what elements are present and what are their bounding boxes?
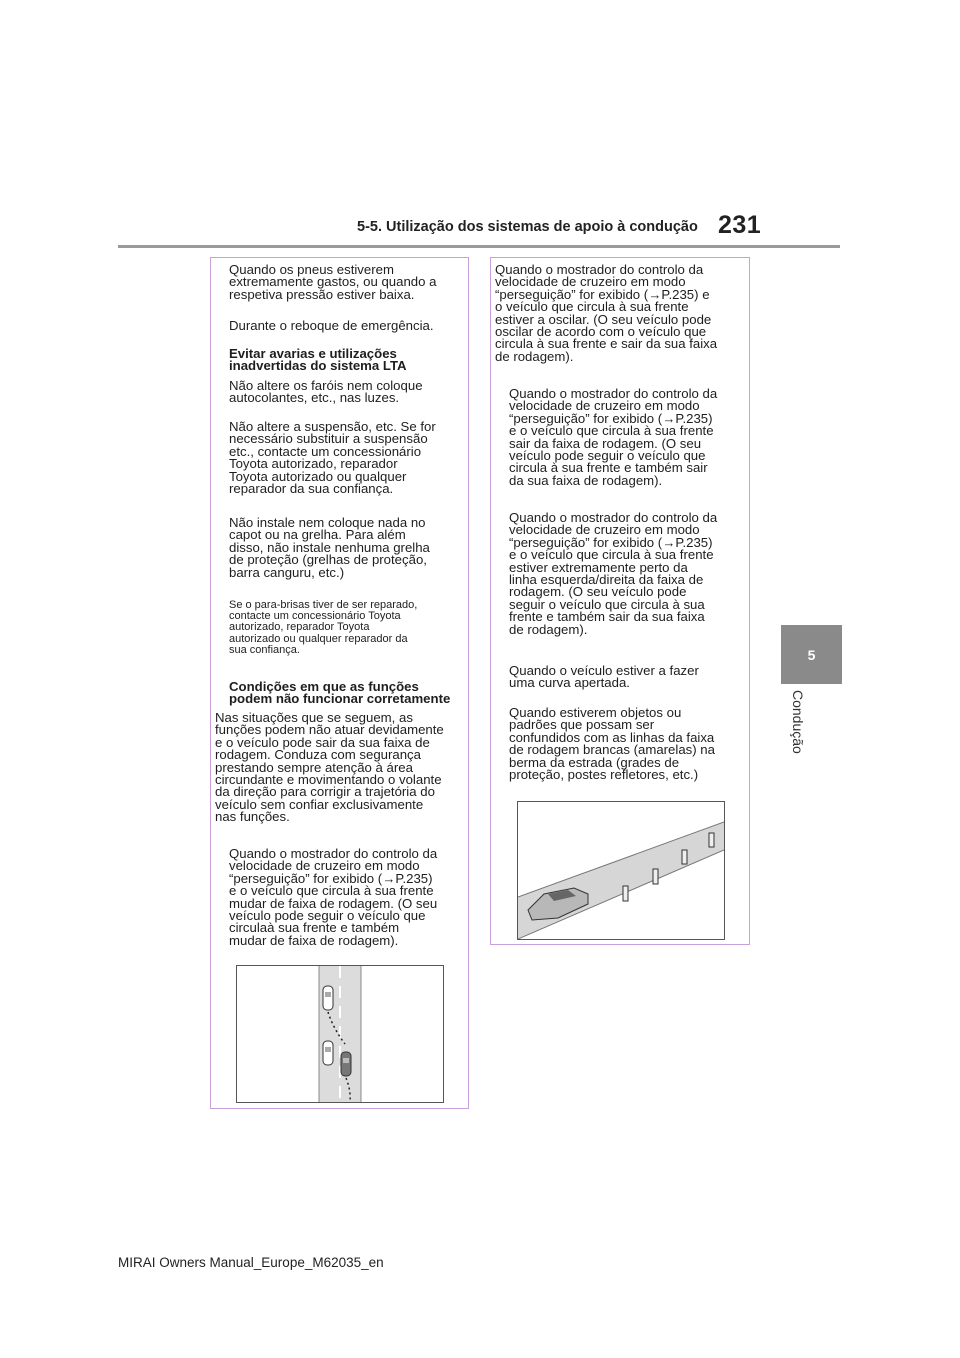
right-paragraph-3: Quando o mostrador do controlo da velocidade de cruzeiro em modo “perseguição” for exibido (→P.235) e o veículo que circula à sua frente estiver extremamente perto da linha esquerda/direita da faixa de rodagem. (O seu veículo pode seguir o veículo que circula à sua frente e também sair da sua faixa de rodagem). [509,510,718,637]
left-heading-lta: Evitar avarias e utilizações inadvertidas do sistema LTA [229,346,407,374]
left-paragraph-6: Se o para-brisas tiver de ser reparado, contacte um concessionário Toyota autorizado, reparador Toyota autorizado ou qualquer reparador da sua confiança. [229,599,418,656]
left-heading-conditions: Condições em que as funções podem não funcionar corretamente [229,679,451,707]
left-paragraph-3: Não altere os faróis nem coloque autocolantes, etc., nas luzes. [229,378,423,406]
section-title: 5-5. Utilização dos sistemas de apoio à condução [357,219,698,235]
right-paragraph-2: Quando o mostrador do controlo da velocidade de cruzeiro em modo “perseguição” for exibido (→P.235) e o veículo que circula à sua frente sair da faixa de rodagem. (O seu veículo pode seguir o veículo que circula à sua frente e também sair da sua faixa de rodagem). [509,386,718,488]
chapter-tab-number: 5 [781,625,842,684]
page-number: 231 [718,211,762,239]
left-paragraph-1: Quando os pneus estiverem extremamente gastos, ou quando a respetiva pressão estiver baixa. [229,262,437,302]
left-paragraph-4: Não altere a suspensão, etc. Se for necessário substituir a suspensão etc., contacte um concessionário Toyota autorizado, reparador Toyota autorizado ou qualquer reparador da sua confiança. [229,419,436,497]
roadside-posts-illustration [517,801,725,940]
left-paragraph-7: Nas situações que se seguem, as funções podem não atuar devidamente e o veículo pode sair da sua faixa de rodagem. Conduza com segurança prestando sempre atenção à área circundante e movimentando o volante da direção para corrigir a trajetória do veículo sem confiar exclusivamente nas funções. [215,710,444,825]
right-paragraph-5: Quando estiverem objetos ou padrões que possam ser confundidos com as linhas da faixa de rodagem brancas (amarelas) na berma da estrada (grades de proteção, postes refletores, etc.) [509,705,715,783]
chapter-tab-label: Condução [790,690,806,754]
left-paragraph-5: Não instale nem coloque nada no capot ou na grelha. Para além disso, não instale nenhuma grelha de proteção (grelhas de proteção, barra canguru, etc.) [229,515,430,580]
lane-change-illustration [236,965,444,1103]
footer-manual-id: MIRAI Owners Manual_Europe_M62035_en [118,1255,384,1270]
left-paragraph-2: Durante o reboque de emergência. [229,318,434,333]
header-divider [118,245,840,248]
right-paragraph-1: Quando o mostrador do controlo da velocidade de cruzeiro em modo “perseguição” for exibido (→P.235) e o veículo que circula à sua frente estiver a oscilar. (O seu veículo pode oscilar de acordo com o veículo que circula à sua frente e sair da sua faixa de rodagem). [495,262,718,364]
left-paragraph-8: Quando o mostrador do controlo da velocidade de cruzeiro em modo “perseguição” for exibido (→P.235) e o veículo que circula à sua frente mudar de faixa de rodagem. (O seu veículo pode seguir o veículo que circulaà sua frente e também mudar de faixa de rodagem). [229,846,438,948]
right-paragraph-4: Quando o veículo estiver a fazer uma curva apertada. [509,663,699,691]
